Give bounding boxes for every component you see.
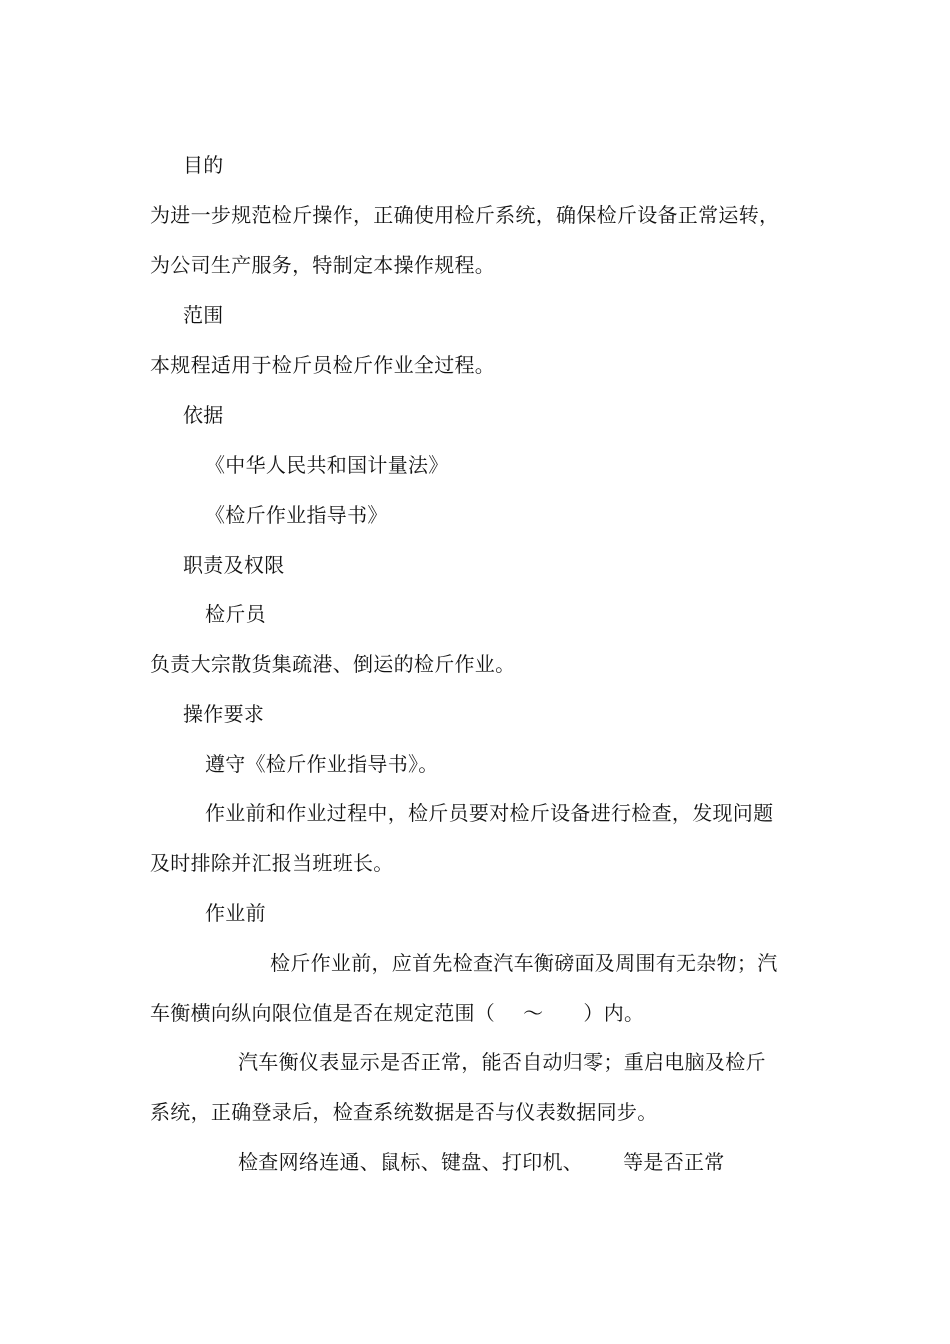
text-span: 等是否正常 — [623, 1150, 725, 1174]
section-title-purpose: 目的 — [183, 153, 224, 177]
list-item: 《中华人民共和国计量法》 — [205, 453, 449, 477]
text-span: ）内。 — [583, 1001, 645, 1025]
section-title-basis: 依据 — [183, 403, 224, 427]
subsection-title: 检斤员 — [205, 602, 266, 626]
section-title-duties: 职责及权限 — [183, 553, 285, 577]
paragraph-line: 为进一步规范检斤操作，正确使用检斤系统，确保检斤设备正常运转， — [150, 203, 780, 227]
list-item: 作业前和作业过程中，检斤员要对检斤设备进行检查，发现问题 — [205, 801, 774, 825]
paragraph-line — [150, 1000, 644, 1026]
paragraph-line: 本规程适用于检斤员检斤作业全过程。 — [150, 353, 496, 377]
paragraph-line: 负责大宗散货集疏港、倒运的检斤作业。 — [150, 652, 516, 676]
section-title-scope: 范围 — [183, 303, 224, 327]
section-title-operation: 操作要求 — [183, 702, 265, 726]
paragraph-line — [238, 1149, 725, 1175]
paragraph-line: 汽车衡仪表显示是否正常，能否自动归零；重启电脑及检斤 — [238, 1050, 766, 1074]
paragraph-line: 检斤作业前，应首先检查汽车衡磅面及周围有无杂物；汽 — [270, 951, 778, 975]
list-item: 遵守《检斤作业指导书》。 — [205, 752, 439, 776]
paragraph-line: 系统，正确登录后，检查系统数据是否与仪表数据同步。 — [150, 1100, 658, 1124]
paragraph-line: 为公司生产服务，特制定本操作规程。 — [150, 253, 496, 277]
subsection-title: 作业前 — [205, 901, 266, 925]
text-span: 车衡横向纵向限位值是否在规定范围（ — [150, 1001, 496, 1025]
list-item: 《检斤作业指导书》 — [205, 503, 388, 527]
text-span: ～ — [523, 1001, 544, 1025]
text-span: 检查网络连通、鼠标、键盘、打印机、 — [238, 1150, 584, 1174]
paragraph-line: 及时排除并汇报当班班长。 — [150, 851, 394, 875]
